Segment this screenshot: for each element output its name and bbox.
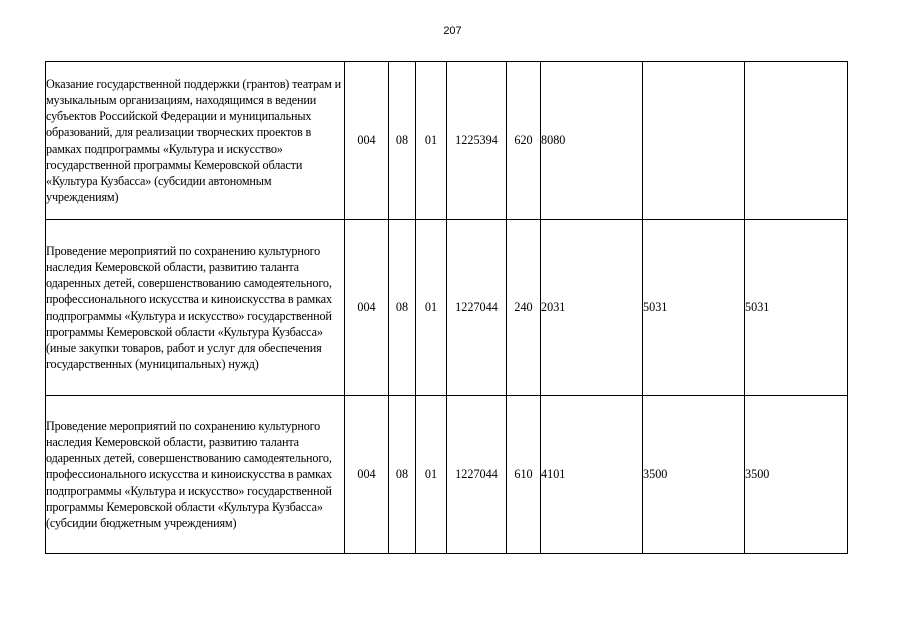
amount-year-3 — [745, 62, 848, 220]
subsection-code: 01 — [416, 220, 447, 396]
budget-table — [45, 61, 848, 554]
target-article-code: 1227044 — [447, 220, 507, 396]
department-code: 004 — [345, 396, 389, 554]
row-description: Проведение мероприятий по сохранению культурного наследия Кемеровской области, развитию таланта одаренных детей, совершенствованию самодеятельного, профессионального искусства и киноискусства в рамках подпрограммы «Культура и искусство» государственной программы Кемеровской области «Культура Кузбасса» (иные закупки товаров, работ и услуг для обеспечения государственных (муниципальных) нужд) — [46, 220, 345, 396]
amount-year-2: 3500 — [643, 396, 745, 554]
target-article-code: 1225394 — [447, 62, 507, 220]
amount-year-2: 5031 — [643, 220, 745, 396]
table-row — [46, 62, 848, 220]
target-article-code: 1227044 — [447, 396, 507, 554]
amount-year-2 — [643, 62, 745, 220]
amount-year-3: 5031 — [745, 220, 848, 396]
amount-year-1: 2031 — [541, 220, 643, 396]
table-row — [46, 220, 848, 396]
amount-year-1: 4101 — [541, 396, 643, 554]
subsection-code: 01 — [416, 62, 447, 220]
expense-type-code: 240 — [507, 220, 541, 396]
row-description: Оказание государственной поддержки (грантов) театрам и музыкальным организациям, находящимся в ведении субъектов Российской Федерации и муниципальных образований, для реализации творческих проектов в рамках подпрограммы «Культура и искусство» государственной программы Кемеровской области «Культура Кузбасса» (субсидии автономным учреждениям) — [46, 62, 345, 220]
expense-type-code: 610 — [507, 396, 541, 554]
amount-year-3: 3500 — [745, 396, 848, 554]
row-description: Проведение мероприятий по сохранению культурного наследия Кемеровской области, развитию таланта одаренных детей, совершенствованию самодеятельного, профессионального искусства и киноискусства в рамках подпрограммы «Культура и искусство» государственной программы Кемеровской области «Культура Кузбасса» (субсидии бюджетным учреждениям) — [46, 396, 345, 554]
amount-year-1: 8080 — [541, 62, 643, 220]
section-code: 08 — [389, 62, 416, 220]
section-code: 08 — [389, 396, 416, 554]
section-code: 08 — [389, 220, 416, 396]
subsection-code: 01 — [416, 396, 447, 554]
table-row — [46, 396, 848, 554]
department-code: 004 — [345, 62, 389, 220]
expense-type-code: 620 — [507, 62, 541, 220]
department-code: 004 — [345, 220, 389, 396]
page-number: 207 — [443, 25, 462, 37]
